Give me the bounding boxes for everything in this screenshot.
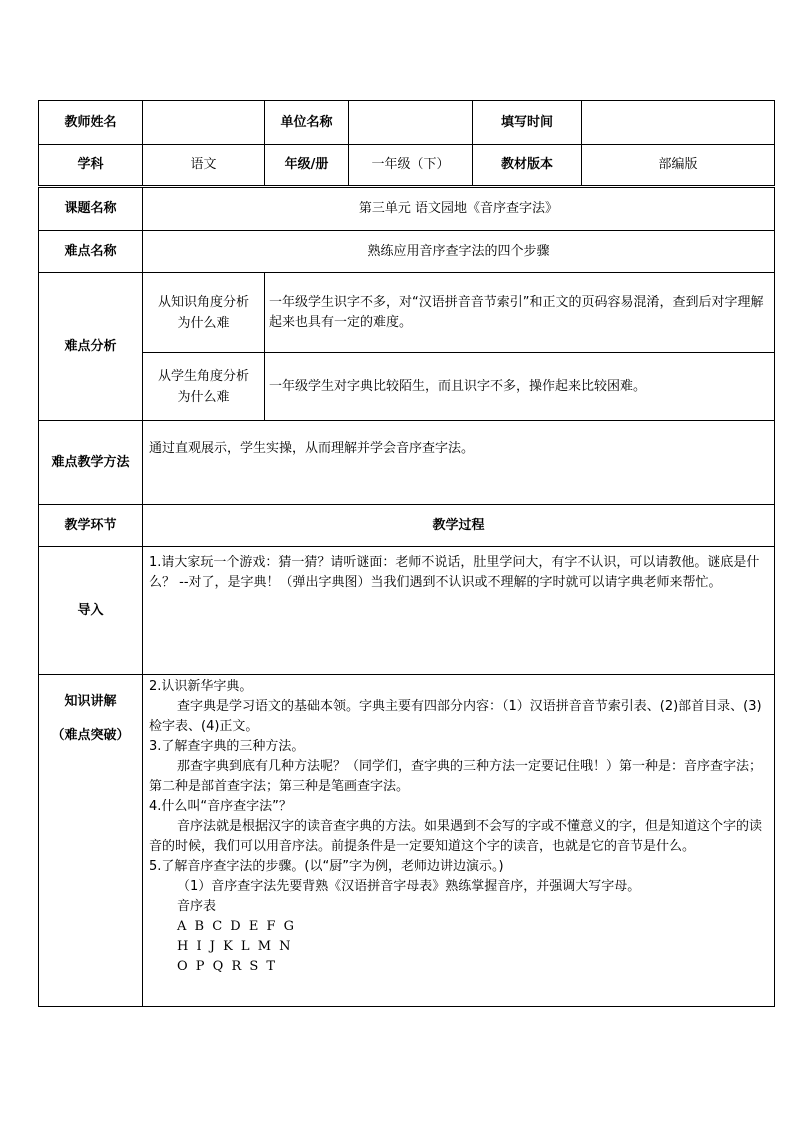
student-angle-text: 一年级学生对字典比较陌生，而且识字不多，操作起来比较困难。 — [265, 353, 775, 421]
alphabet-row-3: O P Q R S T — [177, 959, 278, 974]
method-text: 通过直观展示，学生实操，从而理解并学会音序查字法。 — [143, 421, 775, 505]
student-angle-label — [143, 353, 265, 421]
explain-p3: 3.了解查字典的三种方法。 — [149, 739, 305, 754]
alphabet-row-2: H I J K L M N — [177, 939, 293, 954]
explain-label-line1: 知识讲解 — [64, 694, 117, 709]
knowledge-angle-line2: 为什么难 — [177, 315, 230, 331]
intro-label: 导入 — [39, 547, 143, 675]
student-angle-line1: 从学生角度分析 — [157, 368, 249, 384]
analysis-label: 难点分析 — [39, 273, 143, 421]
unit-name-value[interactable] — [349, 101, 473, 145]
knowledge-angle-line1: 从知识角度分析 — [157, 294, 249, 310]
fill-date-value[interactable] — [582, 101, 775, 145]
explain-p4: 那查字典到底有几种方法呢？（同学们，查字典的三种方法一定要记住哦！）第一种是：音序查字法；第二种是部首查字法；第三种是笔画查字法。 — [149, 759, 763, 794]
subject-label: 学科 — [39, 145, 143, 187]
topic-value: 第三单元 语文园地《音序查字法》 — [143, 187, 775, 231]
difficulty-value: 熟练应用音序查字法的四个步骤 — [143, 231, 775, 273]
fill-date-label: 填写时间 — [473, 101, 582, 145]
explain-content — [143, 675, 775, 1007]
explain-p7: 5.了解音序查字法的步骤。(以“厨”字为例，老师边讲边演示。) — [149, 859, 504, 874]
explain-p1: 2.认识新华字典。 — [149, 679, 253, 694]
teacher-name-value[interactable] — [143, 101, 265, 145]
explain-label — [39, 675, 143, 1007]
teacher-name-label: 教师姓名 — [39, 101, 143, 145]
topic-label: 课题名称 — [39, 187, 143, 231]
explain-p8: （1）音序查字法先要背熟《汉语拼音字母表》熟练掌握音序，并强调大写字母。 — [177, 879, 641, 894]
explain-p5: 4.什么叫“音序查字法”？ — [149, 799, 292, 814]
stage-header: 教学环节 — [39, 505, 143, 547]
knowledge-angle-label — [143, 273, 265, 353]
lesson-plan-table — [38, 100, 775, 1007]
alphabet-row-1: A B C D E F G — [177, 919, 296, 934]
unit-name-label: 单位名称 — [265, 101, 349, 145]
knowledge-angle-text: 一年级学生识字不多，对“汉语拼音音节索引”和正文的页码容易混淆，查到后对字理解起来也具有一定的难度。 — [265, 273, 775, 353]
intro-text: 1.请大家玩一个游戏：猜一猜？请听谜面：老师不说话，肚里学问大，有字不认识，可以请教他。谜底是什么？ --对了，是字典！（弹出字典图）当我们遇到不认识或不理解的字时就可以请字典老师来帮忙。 — [143, 547, 775, 675]
grade-label: 年级/册 — [265, 145, 349, 187]
method-label: 难点教学方法 — [39, 421, 143, 505]
alphabet-title: 音序表 — [177, 899, 217, 914]
subject-value: 语文 — [143, 145, 265, 187]
explain-label-line2: （难点突破） — [51, 728, 130, 743]
difficulty-label: 难点名称 — [39, 231, 143, 273]
explain-p6: 音序法就是根据汉字的读音查字典的方法。如果遇到不会写的字或不懂意义的字，但是知道这个字的读音的时候，我们可以用音序法。前提条件是一定要知道这个字的读音，也就是它的音节是什么。 — [149, 819, 763, 854]
process-header: 教学过程 — [143, 505, 775, 547]
grade-value: 一年级（下） — [349, 145, 473, 187]
explain-p2: 查字典是学习语文的基础本领。字典主要有四部分内容：（1）汉语拼音音节索引表、(2)部首目录、(3)检字表、(4)正文。 — [149, 699, 762, 734]
edition-value: 部编版 — [582, 145, 775, 187]
student-angle-line2: 为什么难 — [177, 389, 230, 405]
edition-label: 教材版本 — [473, 145, 582, 187]
